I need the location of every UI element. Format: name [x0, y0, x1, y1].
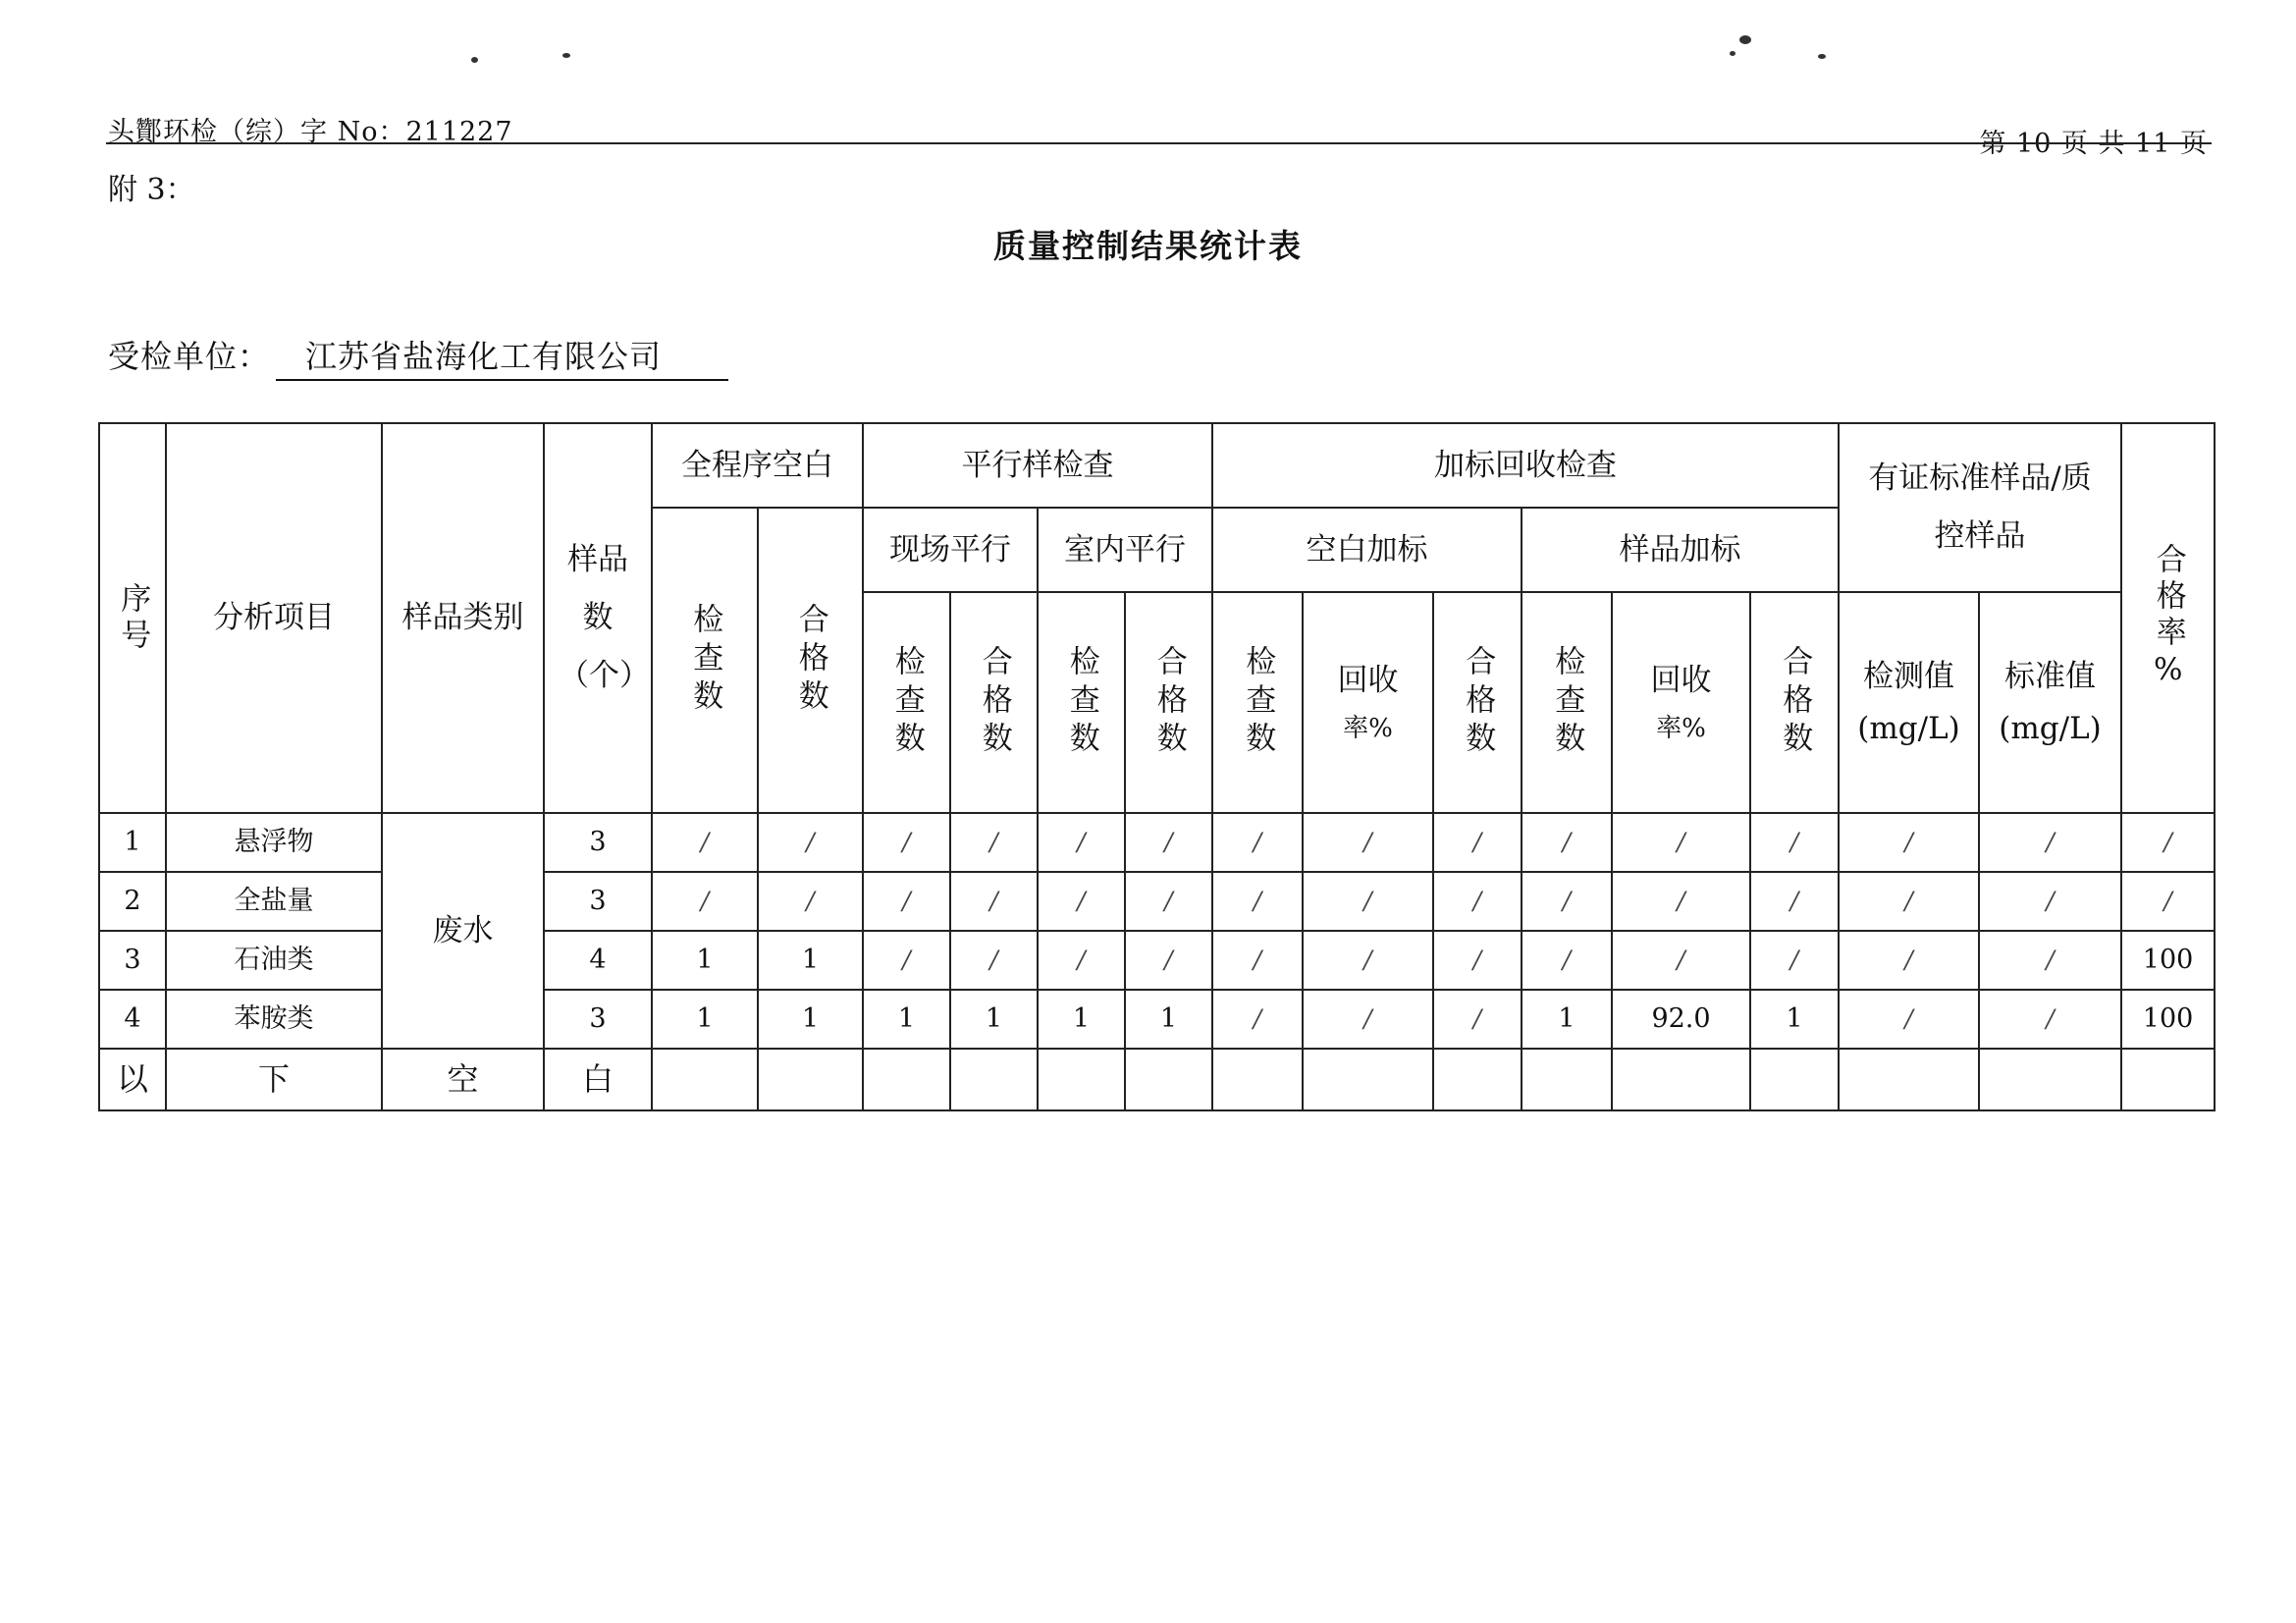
row-cell: / [1433, 931, 1522, 990]
page-indicator: 第 10 页 共 11 页 [1979, 129, 2208, 159]
row-cell: 1 [1038, 990, 1125, 1049]
row-cell: / [1522, 813, 1612, 872]
row-cell: / [652, 813, 758, 872]
row-cell: 1 [950, 990, 1038, 1049]
quality-control-table [98, 422, 2216, 1111]
header-lab-pass-count: 合格数 [1125, 592, 1212, 813]
empty-cell [1522, 1049, 1612, 1110]
header-sample-count [544, 423, 652, 813]
row-cell: / [863, 872, 950, 931]
empty-cell [758, 1049, 863, 1110]
footer-char: 下 [166, 1049, 382, 1110]
scan-speck [1818, 54, 1826, 59]
row-cell: / [1750, 813, 1839, 872]
row-cell: / [1303, 931, 1433, 990]
header-blank-spike: 空白加标 [1212, 508, 1522, 592]
row-cell: / [950, 931, 1038, 990]
empty-cell [950, 1049, 1038, 1110]
row-cell: / [1522, 872, 1612, 931]
row-cell: / [758, 872, 863, 931]
header-recovery-line1: 回收 [1650, 663, 1712, 699]
header-field-check-count: 检查数 [863, 592, 950, 813]
empty-cell [1612, 1049, 1750, 1110]
page-title: 质量控制结果统计表 [993, 227, 1303, 265]
empty-cell [1839, 1049, 1979, 1110]
header-blank-spike-check-count: 检查数 [1212, 592, 1303, 813]
row-cell: 1 [1522, 990, 1612, 1049]
header-standard-label: 标准值 [2004, 658, 2097, 694]
row-cell: / [950, 813, 1038, 872]
header-standard-unit: (mg/L) [1999, 710, 2102, 746]
table-row [99, 813, 2215, 872]
row-seq: 2 [99, 872, 166, 931]
row-cell: / [1303, 872, 1433, 931]
scan-speck [1730, 51, 1735, 56]
row-cell: 1 [652, 990, 758, 1049]
row-cell: / [1612, 931, 1750, 990]
row-cell: / [1303, 990, 1433, 1049]
row-cell: / [1839, 931, 1979, 990]
header-sample-count-text: 样品数（个） [559, 542, 650, 693]
row-cell: / [1038, 931, 1125, 990]
row-category: 废水 [382, 813, 544, 1049]
header-blank-spike-pass-count: 合格数 [1433, 592, 1522, 813]
document-number: 头酇环检（综）字 No：211227 [108, 117, 513, 147]
row-cell: / [1612, 872, 1750, 931]
attachment-label: 附 3： [108, 173, 195, 207]
row-cell: / [1979, 931, 2121, 990]
inspected-unit-value: 江苏省盐海化工有限公司 [276, 332, 728, 381]
row-cell: / [2121, 872, 2215, 931]
empty-cell [1212, 1049, 1303, 1110]
header-sample-spike-pass-count: 合格数 [1750, 592, 1839, 813]
row-cell: / [2121, 813, 2215, 872]
row-cell: / [1839, 813, 1979, 872]
header-seq: 序号 [99, 423, 166, 813]
header-sample-spike: 样品加标 [1522, 508, 1839, 592]
scan-speck [562, 53, 570, 58]
row-cell: / [1979, 872, 2121, 931]
header-measured-label: 检测值 [1863, 658, 1955, 694]
header-parallel-check: 平行样检查 [863, 423, 1212, 508]
header-recovery-line2: 率% [1343, 713, 1393, 743]
row-cell: / [652, 872, 758, 931]
row-item: 全盐量 [166, 872, 382, 931]
header-field-parallel: 现场平行 [863, 508, 1038, 592]
row-cell: / [1750, 872, 1839, 931]
row-cell: 100 [2121, 990, 2215, 1049]
row-cell: / [1212, 990, 1303, 1049]
row-cell: 100 [2121, 931, 2215, 990]
row-cell: / [1125, 931, 1212, 990]
row-cell: 1 [863, 990, 950, 1049]
row-cell: / [1212, 931, 1303, 990]
row-cell: / [758, 813, 863, 872]
header-spike-recovery: 加标回收检查 [1212, 423, 1839, 508]
row-seq: 3 [99, 931, 166, 990]
header-analysis-item: 分析项目 [166, 423, 382, 813]
header-full-blank: 全程序空白 [652, 423, 863, 508]
empty-cell [1979, 1049, 2121, 1110]
row-cell: / [1979, 813, 2121, 872]
row-count: 3 [544, 990, 652, 1049]
inspected-unit-label: 受检单位： [108, 338, 271, 375]
header-blank-pass-count: 合格数 [758, 508, 863, 813]
empty-cell [863, 1049, 950, 1110]
footer-char: 空 [382, 1049, 544, 1110]
row-cell: / [1522, 931, 1612, 990]
row-item: 苯胺类 [166, 990, 382, 1049]
empty-cell [1750, 1049, 1839, 1110]
row-cell: 1 [652, 931, 758, 990]
header-lab-check-count: 检查数 [1038, 592, 1125, 813]
row-cell: / [1433, 813, 1522, 872]
header-recovery-line2: 率% [1656, 713, 1706, 743]
header-measured-value [1839, 592, 1979, 813]
row-cell: / [1839, 872, 1979, 931]
header-crm: 有证标准样品/质控样品 [1839, 423, 2121, 592]
row-cell: / [1303, 813, 1433, 872]
header-lab-parallel: 室内平行 [1038, 508, 1212, 592]
row-cell: 1 [1125, 990, 1212, 1049]
row-item: 石油类 [166, 931, 382, 990]
row-cell: / [1038, 813, 1125, 872]
header-measured-unit: (mg/L) [1857, 710, 1960, 746]
row-cell: / [1125, 813, 1212, 872]
row-seq: 1 [99, 813, 166, 872]
empty-cell [1433, 1049, 1522, 1110]
scan-speck [471, 57, 478, 63]
row-cell: / [1038, 872, 1125, 931]
table-row-footer [99, 1049, 2215, 1110]
row-count: 4 [544, 931, 652, 990]
header-pass-rate: 合格率% [2121, 423, 2215, 813]
inspected-unit [108, 332, 728, 381]
row-cell: 92.0 [1612, 990, 1750, 1049]
header-blank-spike-recovery [1303, 592, 1433, 813]
header-sample-category: 样品类别 [382, 423, 544, 813]
header-sample-spike-check-count: 检查数 [1522, 592, 1612, 813]
row-cell: / [1212, 813, 1303, 872]
row-cell: / [1433, 990, 1522, 1049]
row-cell: / [863, 813, 950, 872]
footer-char: 以 [99, 1049, 166, 1110]
header-blank-check-count: 检查数 [652, 508, 758, 813]
header-recovery-line1: 回收 [1337, 663, 1399, 699]
row-cell: / [950, 872, 1038, 931]
row-cell: / [1612, 813, 1750, 872]
row-item: 悬浮物 [166, 813, 382, 872]
row-count: 3 [544, 872, 652, 931]
empty-cell [652, 1049, 758, 1110]
row-cell: / [1839, 990, 1979, 1049]
row-cell: 1 [758, 990, 863, 1049]
row-cell: / [1433, 872, 1522, 931]
row-seq: 4 [99, 990, 166, 1049]
header-standard-value [1979, 592, 2121, 813]
row-cell: 1 [758, 931, 863, 990]
footer-char: 白 [544, 1049, 652, 1110]
header-sample-spike-recovery [1612, 592, 1750, 813]
empty-cell [1303, 1049, 1433, 1110]
empty-cell [1038, 1049, 1125, 1110]
row-count: 3 [544, 813, 652, 872]
row-cell: 1 [1750, 990, 1839, 1049]
row-cell: / [1212, 872, 1303, 931]
header-divider [106, 142, 2212, 144]
header-field-pass-count: 合格数 [950, 592, 1038, 813]
row-cell: / [1979, 990, 2121, 1049]
row-cell: / [863, 931, 950, 990]
scan-speck [1739, 35, 1751, 44]
row-cell: / [1750, 931, 1839, 990]
empty-cell [2121, 1049, 2215, 1110]
empty-cell [1125, 1049, 1212, 1110]
row-cell: / [1125, 872, 1212, 931]
